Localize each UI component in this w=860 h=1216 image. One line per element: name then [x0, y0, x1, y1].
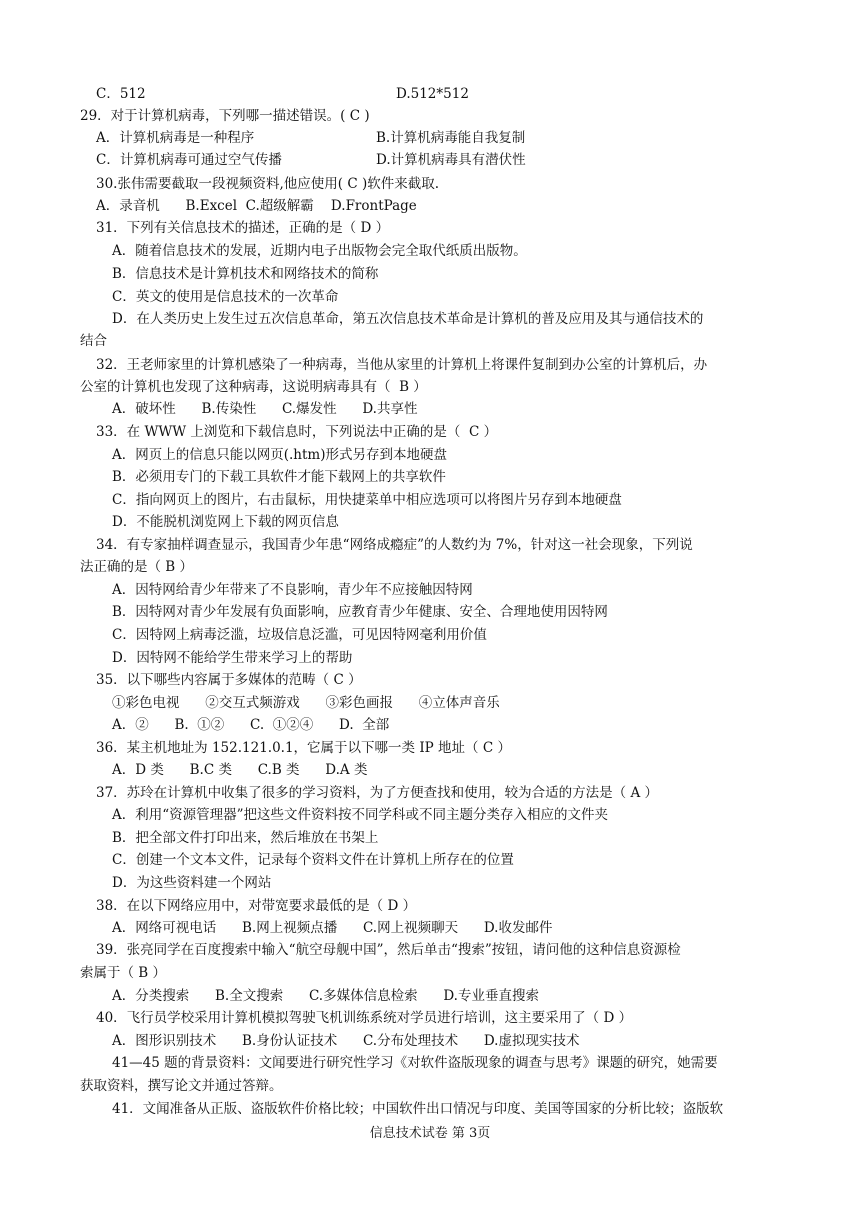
- option-line: C．英文的使用是信息技术的一次革命: [112, 289, 339, 305]
- question-34: 34．有专家抽样调查显示，我国青少年患“网络成瘾症”的人数约为 7%，针对这一社会现象，下列说: [96, 537, 693, 553]
- option-line: D.计算机病毒具有潜伏性: [376, 152, 526, 168]
- option-line: A．破坏性 B.传染性 C.爆发性 D.共享性: [112, 401, 418, 417]
- option-line: D．不能脱机浏览网上下载的网页信息: [112, 514, 339, 530]
- option-line: A．因特网给青少年带来了不良影响，青少年不应接触因特网: [112, 582, 473, 598]
- question-34-cont: 法正确的是（ B ）: [80, 559, 194, 575]
- option-line: A．② B. ①② C. ①②④ D. 全部: [112, 717, 390, 733]
- option-line: C．因特网上病毒泛滥，垃圾信息泛滥，可见因特网毫利用价值: [112, 627, 487, 643]
- question-40: 40．飞行员学校采用计算机模拟驾驶飞机训练系统对学员进行培训，这主要采用了（ D ）: [96, 1010, 633, 1026]
- background-note-cont: 获取资料，撰写论文并通过答辩。: [80, 1078, 283, 1094]
- page-footer: 信息技术试卷 第 3页: [369, 1126, 491, 1141]
- option-line: C．创建一个文本文件，记录每个资料文件在计算机上所存在的位置: [112, 852, 514, 868]
- option-line: A．网络可视电话 B.网上视频点播 C.网上视频聊天 D.收发邮件: [112, 920, 553, 936]
- question-39-cont: 索属于（ B ）: [80, 965, 167, 981]
- option-line: B．把全部文件打印出来，然后堆放在书架上: [112, 830, 379, 846]
- question-33: 33．在 WWW 上浏览和下载信息时，下列说法中正确的是（ C ）: [96, 424, 498, 440]
- option-line: D．因特网不能给学生带来学习上的帮助: [112, 650, 353, 666]
- question-41: 41．文闻准备从正版、盗版软件价格比较；中国软件出口情况与印度、美国等国家的分析比较；盗版软: [112, 1101, 724, 1117]
- option-line: C．512: [96, 86, 146, 102]
- question-37: 37．苏玲在计算机中收集了很多的学习资料，为了方便查找和使用，较为合适的方法是（ A ）: [96, 785, 659, 801]
- question-38: 38．在以下网络应用中，对带宽要求最低的是（ D ）: [96, 898, 417, 914]
- option-line: A．D 类 B.C 类 C.B 类 D.A 类: [112, 762, 368, 778]
- option-line: B．信息技术是计算机技术和网络技术的简称: [112, 266, 379, 282]
- question-35: 35．以下哪些内容属于多媒体的范畴（ C ）: [96, 672, 362, 688]
- question-31: 31．下列有关信息技术的描述，正确的是（ D ）: [96, 220, 390, 236]
- question-29: 29．对于计算机病毒，下列哪一描述错误。( C ): [80, 108, 370, 124]
- option-line: C．计算机病毒可通过空气传播: [96, 152, 282, 168]
- option-line: A．录音机 B.Excel C.超级解霸 D.FrontPage: [96, 198, 417, 214]
- option-line: A．随着信息技术的发展，近期内电子出版物会完全取代纸质出版物。: [112, 243, 527, 259]
- option-line: B．因特网对青少年发展有负面影响，应教育青少年健康、安全、合理地使用因特网: [112, 604, 608, 620]
- option-line: D．为这些资料建一个网站: [112, 875, 272, 891]
- question-32-cont: 公室的计算机也发现了这种病毒，这说明病毒具有（ B ）: [80, 379, 427, 395]
- option-line: D.512*512: [396, 86, 469, 102]
- question-30: 30.张伟需要截取一段视频资料,他应使用( C )软件来截取.: [96, 176, 439, 192]
- question-39: 39．张亮同学在百度搜索中输入“航空母舰中国”，然后单击“搜索”按钮，请问他的这种信息资源检: [96, 942, 681, 958]
- option-line: D．在人类历史上发生过五次信息革命，第五次信息技术革命是计算机的普及应用及其与通信技术的: [112, 311, 704, 327]
- option-line: ①彩色电视 ②交互式频游戏 ③彩色画报 ④立体声音乐: [112, 695, 500, 711]
- option-line: C．指向网页上的图片，右击鼠标，用快捷菜单中相应选项可以将图片另存到本地硬盘: [112, 492, 622, 508]
- question-32: 32．王老师家里的计算机感染了一种病毒，当他从家里的计算机上将课件复制到办公室的计算机后，办: [96, 357, 708, 373]
- option-line-cont: 结合: [80, 333, 107, 349]
- option-line: A．利用“资源管理器”把这些文件资料按不同学科或不同主题分类存入相应的文件夹: [112, 807, 609, 823]
- option-line: B．必须用专门的下载工具软件才能下载网上的共享软件: [112, 469, 446, 485]
- option-line: B.计算机病毒能自我复制: [376, 130, 526, 146]
- background-note: 41—45 题的背景资料：文闻要进行研究性学习《对软件盗版现象的调查与思考》课题的研究，她需要: [112, 1055, 718, 1071]
- question-36: 36．某主机地址为 152.121.0.1，它属于以下哪一类 IP 地址（ C ）: [96, 740, 511, 756]
- option-line: A．计算机病毒是一种程序: [96, 130, 255, 146]
- option-line: A．分类搜索 B.全文搜索 C.多媒体信息检索 D.专业垂直搜索: [112, 988, 539, 1004]
- option-line: A．图形识别技术 B.身份认证技术 C.分布处理技术 D.虚拟现实技术: [112, 1033, 580, 1049]
- option-line: A．网页上的信息只能以网页(.htm)形式另存到本地硬盘: [112, 447, 447, 463]
